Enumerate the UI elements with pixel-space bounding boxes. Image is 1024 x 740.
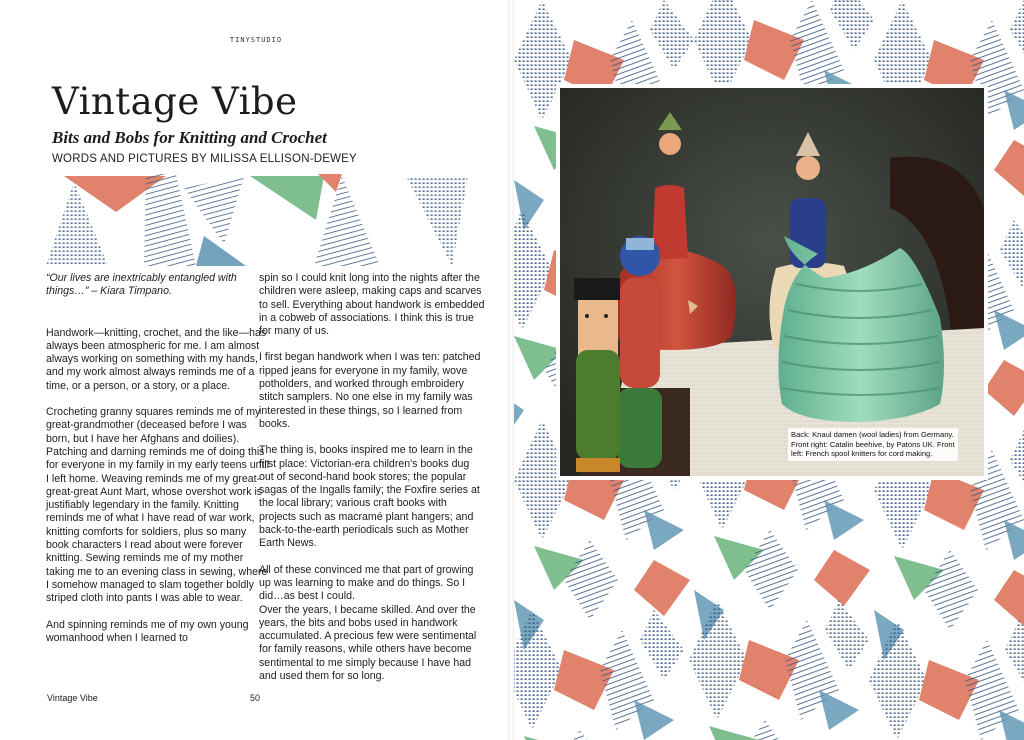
article-subtitle: Bits and Bobs for Knitting and Crochet [52, 128, 327, 147]
article-byline: WORDS AND PICTURES BY MILISSA ELLISON-DEWEY [52, 153, 357, 165]
pattern-shape [184, 176, 244, 244]
photo-caption: Back: Knaul damen (wool ladies) from Germany. Front right: Catalin beehive, by Patons UK. Front left: French spool knitters for cord making. [788, 428, 958, 461]
article-title: Vintage Vibe [52, 80, 298, 123]
pattern-shape [406, 176, 468, 266]
pattern-shape [314, 176, 380, 266]
footer-title: Vintage Vibe [47, 693, 98, 703]
paragraph: Handwork—knitting, crochet, and the like—has always been atmospheric for me. I am almost always working on something with my hands, and my work almost always reminds me of a time, or a person, or a story, or a place. [46, 326, 267, 392]
photo-frame [556, 84, 988, 480]
pattern-shape [196, 236, 246, 266]
text-column-1 [46, 272, 272, 658]
paragraph: I first began handwork when I was ten: patched ripped jeans for everyone in my family, wove potholders, and worked through embroidery stitch samplers. No one else in my family was interested in these things, so I learned from books. [259, 351, 481, 430]
paragraph: Crocheting granny squares reminds me of my great-grandmother (deceased before I was born, but I have her Afghans and doilies). Patching and darning reminds me of doing this for everyone in my family in my early teens until I left home. Weaving reminds me of my great-great-great Aunt Mart, whose overshot work is justifiably legendary in the family. Knitting reminds me of what I have read of war work, knitting comforts for soldiers, plus so many book characters I read about were forever knitting. Sewing reminds me of my mother taking me to an evening class in sewing, where I somehow managed to slam together boldly striped cloth into pants I was able to wear. [46, 406, 270, 605]
paragraph: The thing is, books inspired me to learn in the first place: Victorian-era children's books dug out of second-hand book stores; the popular sagas of the Ingalls family; the Foxfire series at the local library; various craft books with projects such as macramé plant hangers; and back-to-the-earth periodicals such as Mother Earth News. [259, 444, 480, 550]
text-column-2 [259, 272, 485, 696]
photo [560, 88, 984, 476]
pattern-shape [250, 176, 324, 220]
pull-quote: “Our lives are inextricably entangled with things…” – Kiara Timpano. [46, 272, 237, 298]
paragraph: spin so I could knit long into the nights after the children were asleep, making caps and scarves to sell. Everything about handwork is embedded in a cobweb of associations. I think this is true for many of us. [259, 272, 485, 338]
paragraph: And spinning reminds me of my own young womanhood when I learned to [46, 618, 249, 644]
page-number: 50 [250, 693, 261, 703]
studio-header: TINYSTUDIO [229, 36, 283, 44]
paragraph: Over the years, I became skilled. And over the years, the bits and bobs used in handwork accumulated. A precious few were sentimental for family reasons, while others have become sentimental to me simply because I have had and used them for so long. [259, 603, 477, 683]
paragraph: All of these convinced me that part of growing up was learning to make and do things. So I did…as best I could. [259, 563, 474, 603]
right-page [514, 0, 1024, 740]
pattern-banner [46, 174, 468, 266]
